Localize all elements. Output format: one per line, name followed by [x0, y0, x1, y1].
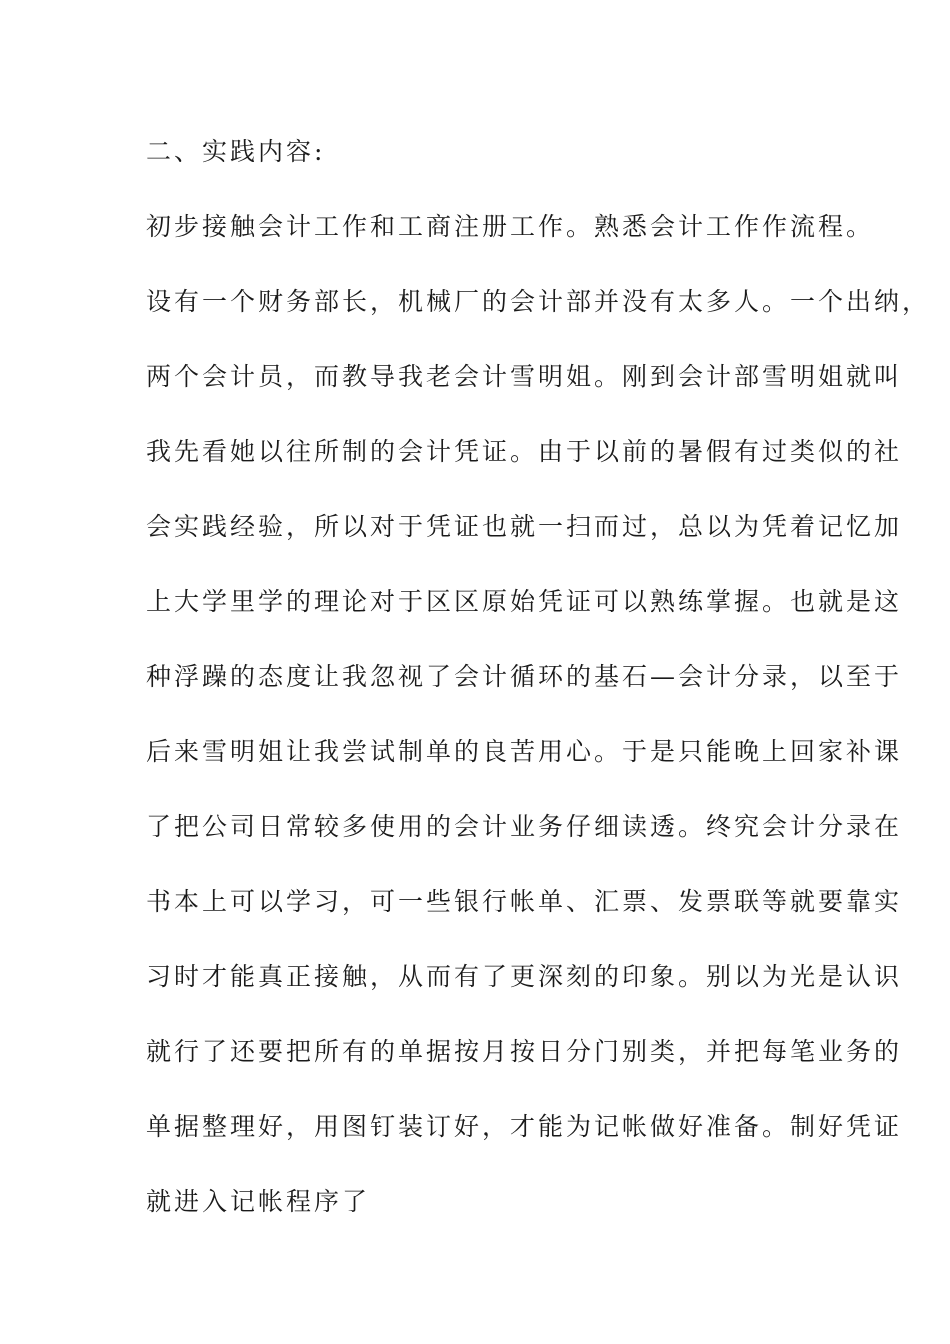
text-line: 种浮躁的态度让我忽视了会计循环的基石—会计分录，以至于 — [146, 662, 903, 691]
text-line: 上大学里学的理论对于区区原始凭证可以熟练掌握。也就是这 — [146, 587, 903, 616]
text-line: 单据整理好，用图钉装订好，才能为记帐做好准备。制好凭证 — [146, 1112, 903, 1141]
text-line: 习时才能真正接触，从而有了更深刻的印象。别以为光是认识 — [146, 962, 903, 991]
text-line: 我先看她以往所制的会计凭证。由于以前的暑假有过类似的社 — [146, 437, 903, 466]
text-line: 设有一个财务部长，机械厂的会计部并没有太多人。一个出纳， — [146, 287, 931, 316]
text-line: 初步接触会计工作和工商注册工作。熟悉会计工作作流程。 — [146, 212, 875, 241]
text-line: 书本上可以学习，可一些银行帐单、汇票、发票联等就要靠实 — [146, 887, 903, 916]
text-line: 就进入记帐程序了 — [146, 1187, 371, 1216]
text-line: 两个会计员，而教导我老会计雪明姐。刚到会计部雪明姐就叫 — [146, 362, 903, 391]
section-heading: 二、实践内容: — [146, 137, 326, 166]
text-line: 就行了还要把所有的单据按月按日分门别类，并把每笔业务的 — [146, 1037, 903, 1066]
text-line: 后来雪明姐让我尝试制单的良苦用心。于是只能晚上回家补课 — [146, 737, 903, 766]
text-line: 了把公司日常较多使用的会计业务仔细读透。终究会计分录在 — [146, 812, 903, 841]
body-text — [146, 133, 931, 1258]
text-line: 会实践经验，所以对于凭证也就一扫而过，总以为凭着记忆加 — [146, 512, 903, 541]
